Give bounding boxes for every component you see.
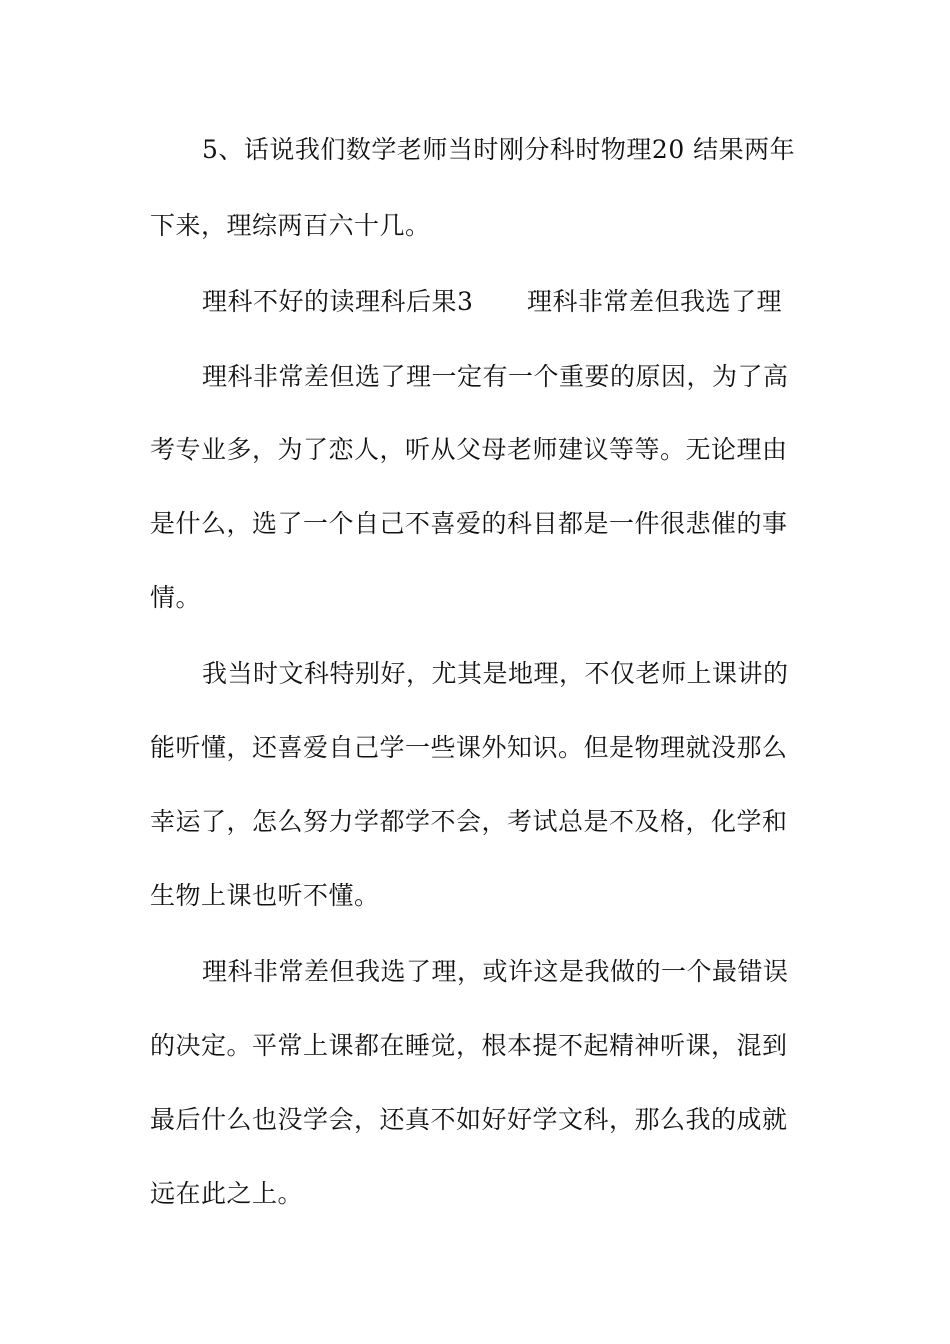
paragraph-3-line-3: 幸运了，怎么努力学都学不会，考试总是不及格，化学和 bbox=[150, 807, 788, 836]
paragraph-1-line-2: 下来，理综两百六十几。 bbox=[150, 211, 431, 240]
paragraph-4-line-1: 理科非常差但我选了理，或许这是我做的一个最错误 bbox=[202, 957, 789, 986]
section-heading-title: 理科非常差但我选了理 bbox=[527, 287, 783, 316]
paragraph-3-line-1: 我当时文科特别好，尤其是地理，不仅老师上课讲的 bbox=[202, 659, 789, 688]
paragraph-4-line-4: 远在此之上。 bbox=[150, 1179, 304, 1208]
paragraph-2-line-1: 理科非常差但选了理一定有一个重要的原因，为了高 bbox=[202, 362, 789, 391]
paragraph-2-line-4: 情。 bbox=[150, 583, 202, 612]
paragraph-1-line-1: 5、话说我们数学老师当时刚分科时物理20 结果两年 bbox=[202, 135, 796, 164]
paragraph-2-line-2: 考专业多，为了恋人，听从父母老师建议等等。无论理由 bbox=[150, 435, 788, 464]
paragraph-2-line-3: 是什么，选了一个自己不喜爱的科目都是一件很悲催的事 bbox=[150, 509, 788, 538]
paragraph-4-line-3: 最后什么也没学会，还真不如好好学文科，那么我的成就 bbox=[150, 1105, 788, 1134]
paragraph-3-line-4: 生物上课也听不懂。 bbox=[150, 881, 380, 910]
paragraph-4-line-2: 的决定。平常上课都在睡觉，根本提不起精神听课，混到 bbox=[150, 1031, 788, 1060]
paragraph-3-line-2: 能听懂，还喜爱自己学一些课外知识。但是物理就没那么 bbox=[150, 733, 788, 762]
section-heading-label: 理科不好的读理科后果3 bbox=[202, 287, 474, 316]
